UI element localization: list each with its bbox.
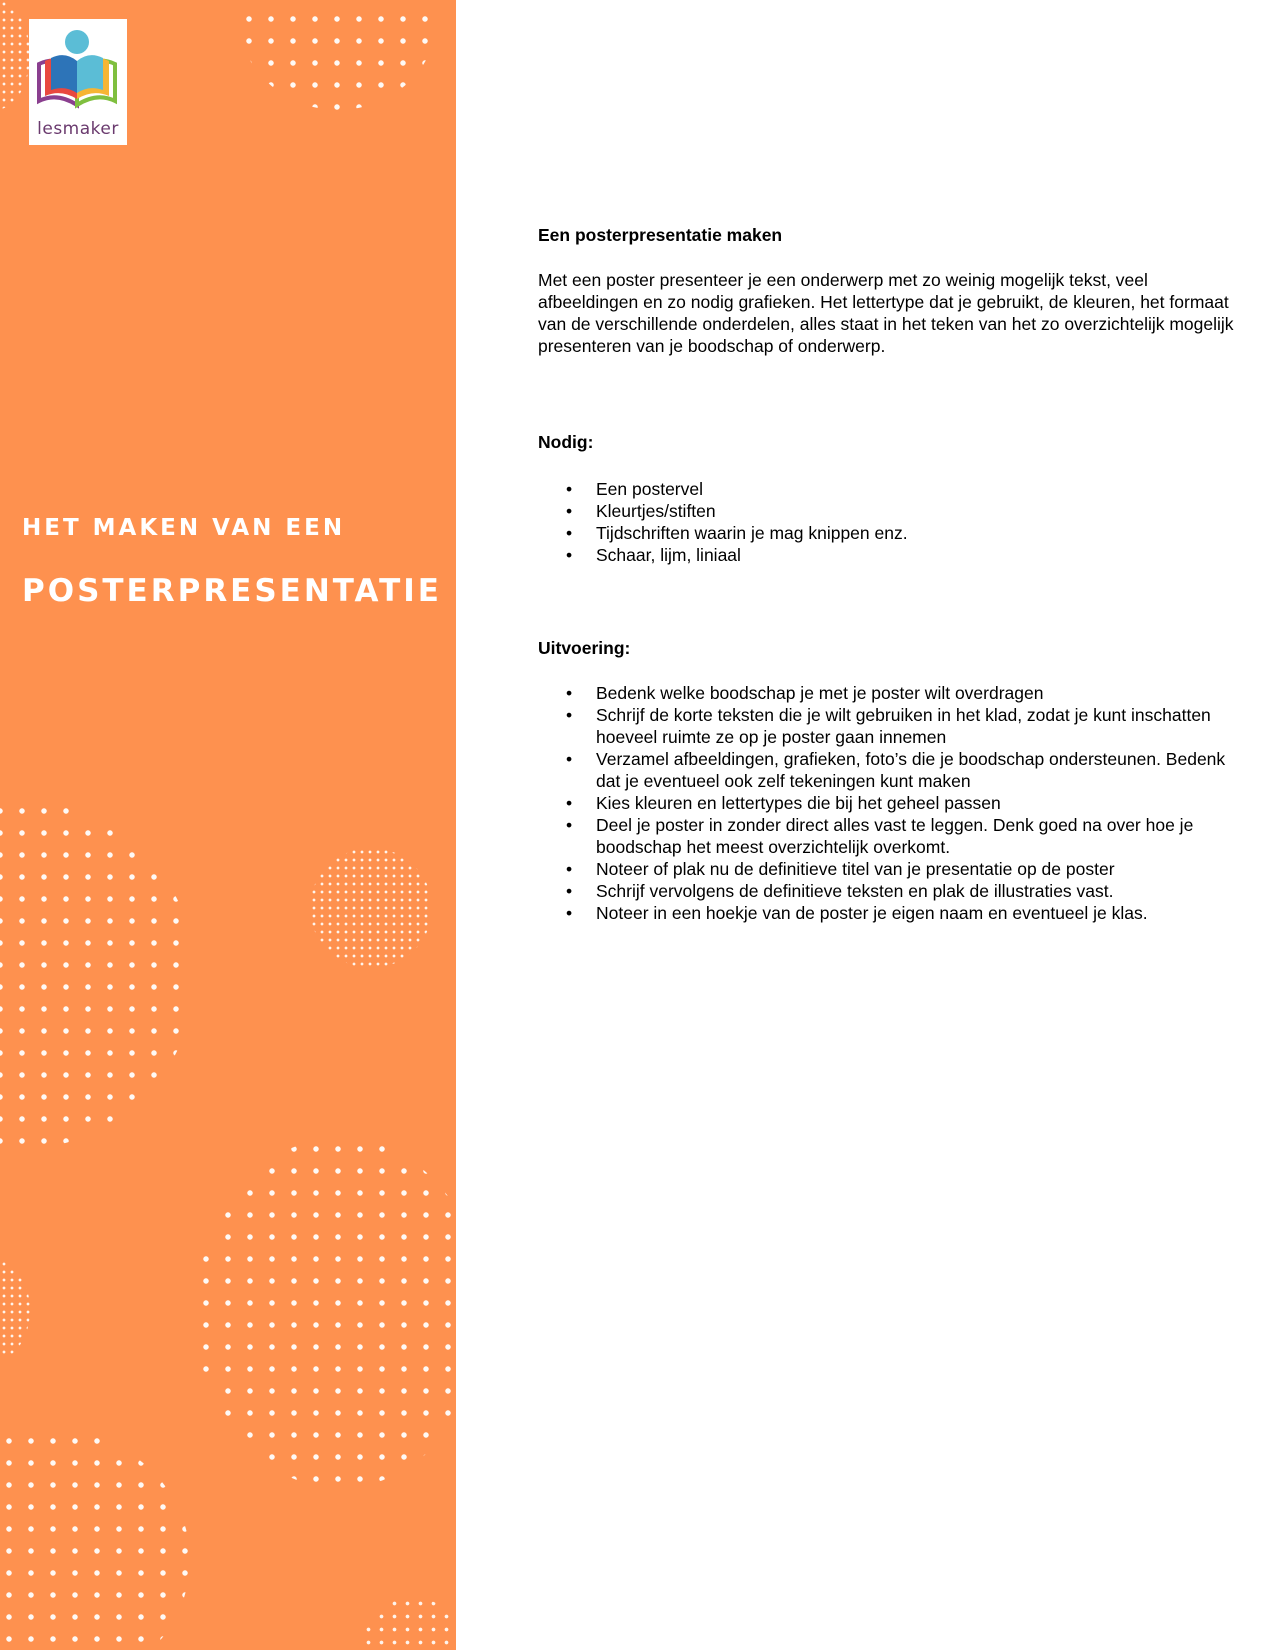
list-item: • Kleurtjes/stiften bbox=[596, 500, 1238, 522]
uitvoering-heading: Uitvoering: bbox=[538, 638, 631, 658]
dot-circle-decoration bbox=[0, 0, 30, 110]
document-heading: Een posterpresentatie maken bbox=[538, 225, 783, 245]
dot-circle-decoration bbox=[0, 800, 195, 1150]
list-item: • Kies kleuren en lettertypes die bij het geheel passen bbox=[596, 792, 1241, 814]
dot-circle-decoration bbox=[0, 1430, 190, 1650]
list-item: • Bedenk welke boodschap je met je poster wilt overdragen bbox=[596, 682, 1241, 704]
lesmaker-logo bbox=[29, 19, 127, 145]
list-item: • Tijdschriften waarin je mag knippen enz. bbox=[596, 522, 1238, 544]
nodig-heading: Nodig: bbox=[538, 432, 594, 452]
logo-text: lesmaker bbox=[37, 119, 119, 139]
list-item: • Een postervel bbox=[596, 478, 1238, 500]
nodig-list bbox=[538, 478, 1238, 566]
title-line-1: HET MAKEN VAN EEN bbox=[22, 515, 346, 541]
dot-circle-decoration bbox=[195, 1138, 456, 1488]
title-line-2: POSTERPRESENTATIE bbox=[22, 573, 442, 609]
list-item: • Deel je poster in zonder direct alles vast te leggen. Denk goed na over hoe je boodschap het meest overzichtelijk overkomt. bbox=[596, 814, 1241, 858]
sidebar-panel bbox=[0, 0, 456, 1650]
dot-circle-decoration bbox=[0, 1260, 30, 1360]
list-item: • Schrijf de korte teksten die je wilt gebruiken in het klad, zodat je kunt inschatten hoeveel ruimte ze op je poster gaan innemen bbox=[596, 704, 1241, 748]
list-item: • Noteer in een hoekje van de poster je eigen naam en eventueel je klas. bbox=[596, 902, 1241, 924]
list-item: • Schrijf vervolgens de definitieve teksten en plak de illustraties vast. bbox=[596, 880, 1241, 902]
list-item: • Schaar, lijm, liniaal bbox=[596, 544, 1238, 566]
dot-circle-decoration bbox=[362, 1597, 456, 1650]
uitvoering-list bbox=[538, 682, 1241, 924]
list-item: • Verzamel afbeeldingen, grafieken, foto’s die je boodschap ondersteunen. Bedenk dat je eventueel ook zelf tekeningen kunt maken bbox=[596, 748, 1241, 792]
dot-circle-decoration bbox=[310, 848, 432, 968]
book-person-icon bbox=[29, 19, 127, 117]
list-item: • Noteer of plak nu de definitieve titel van je presentatie op de poster bbox=[596, 858, 1241, 880]
main-content bbox=[538, 224, 1238, 924]
intro-paragraph: Met een poster presenteer je een onderwerp met zo weinig mogelijk tekst, veel afbeeldingen en zo nodig grafieken. Het lettertype dat je gebruikt, de kleuren, het formaat van de verschillende onderdelen, alles staat in het teken van het zo overzichtelijk mogelijk presenteren van je boodschap of onderwerp. bbox=[538, 270, 1234, 356]
dot-circle-decoration bbox=[238, 0, 438, 110]
